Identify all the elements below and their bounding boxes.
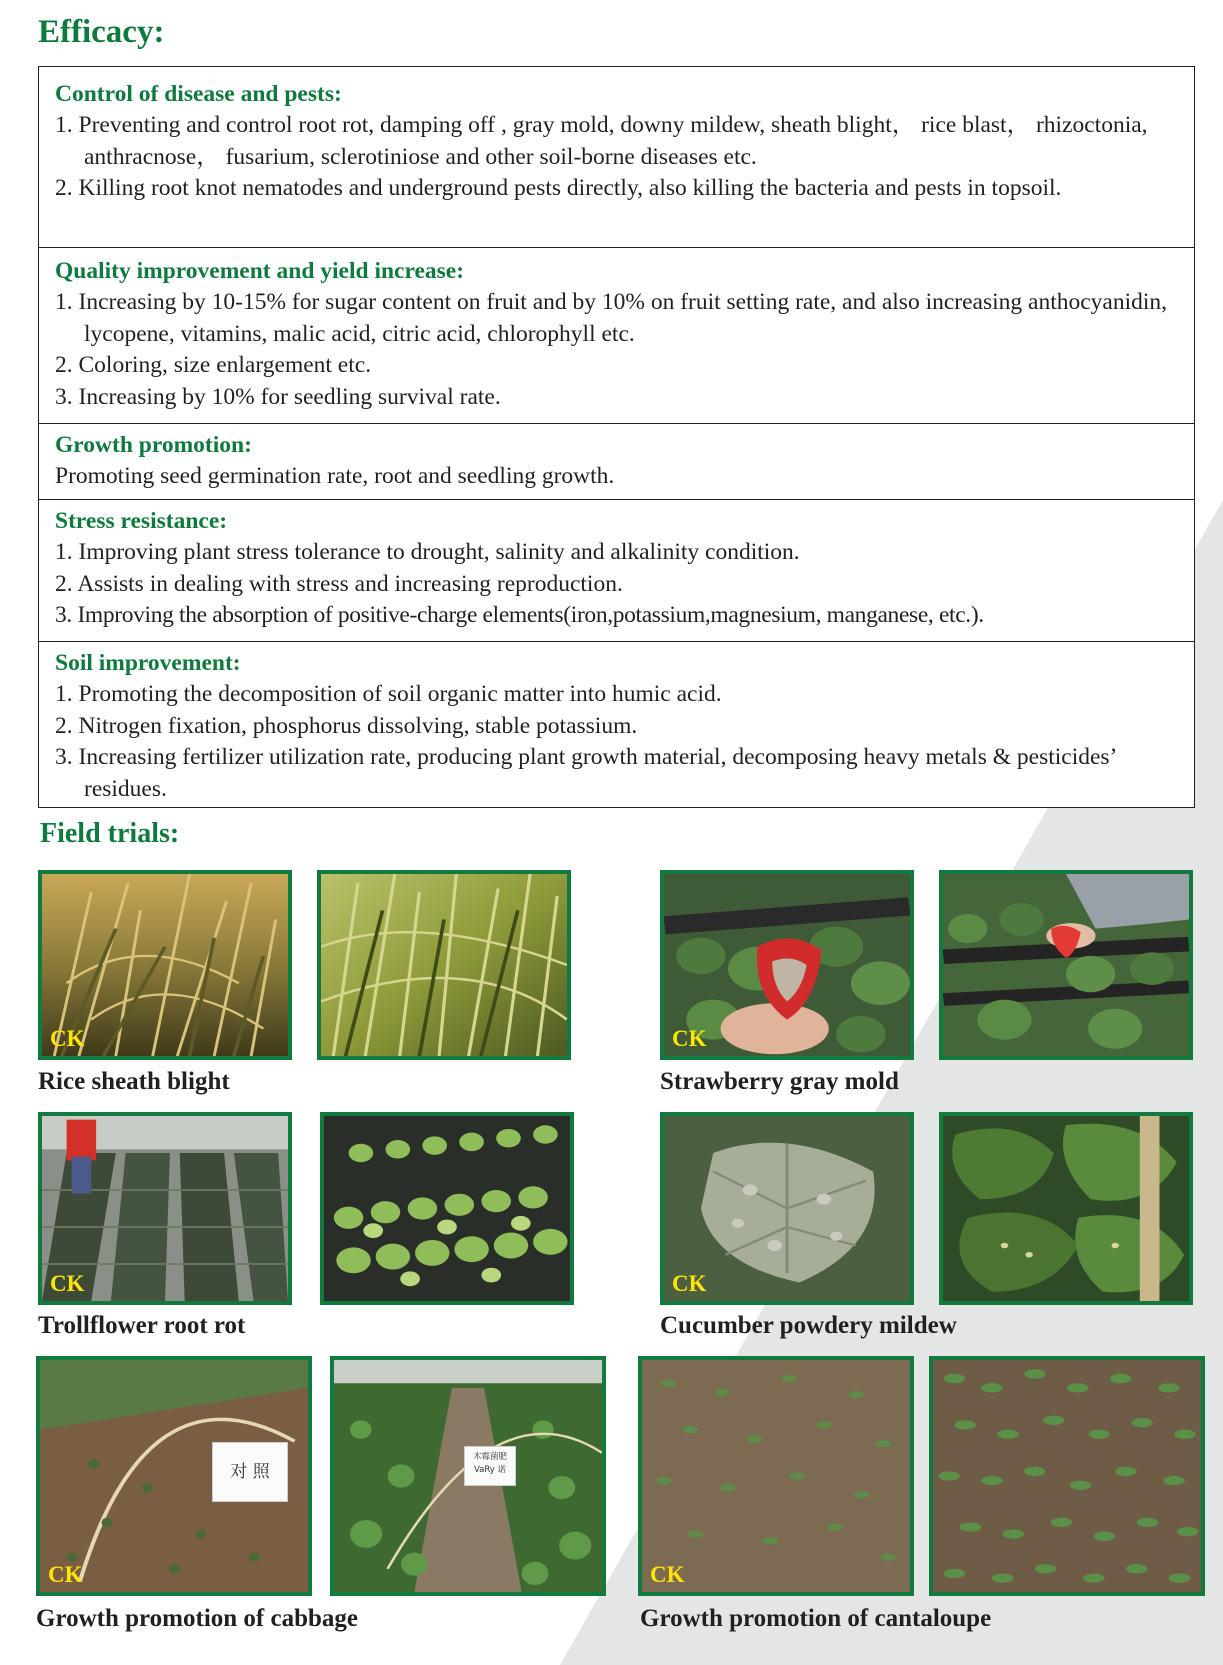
section-soil-improvement — [39, 641, 1194, 807]
trial-caption: Growth promotion of cantaloupe — [640, 1605, 992, 1632]
cantaloupe-treated-photo — [929, 1356, 1205, 1596]
cucumber-treated-photo — [939, 1112, 1193, 1305]
section-title: Control of disease and pests: — [55, 81, 342, 107]
section-title: Quality improvement and yield increase: — [55, 258, 465, 284]
ck-label: CK — [50, 1026, 85, 1051]
list-item: 1. Preventing and control root rot, damping off , gray mold, downy mildew, sheath blight， rice blast， rhizoctonia, anthracnose， fusarium, sclerotiniose and other soil-borne diseases etc. — [55, 112, 1148, 170]
list-item: 2. Killing root knot nematodes and underground pests directly, also killing the bacteria and pests in topsoil. — [55, 175, 1062, 201]
strawberry-ck-photo — [660, 870, 914, 1060]
section-disease-control — [39, 67, 1194, 247]
section-title: Stress resistance: — [55, 508, 228, 534]
ck-label: CK — [650, 1562, 685, 1587]
list-item: 3. Increasing fertilizer utilization rate, producing plant growth material, decomposing heavy metals & pesticides’ residues. — [55, 744, 1116, 802]
ck-label: CK — [672, 1026, 707, 1051]
list-item: 1. Improving plant stress tolerance to drought, salinity and alkalinity condition. — [55, 539, 800, 565]
section-stress-resistance — [39, 499, 1194, 641]
trial-caption: Cucumber powdery mildew — [660, 1312, 957, 1339]
section-quality-yield — [39, 247, 1194, 423]
list-item: 2. Nitrogen fixation, phosphorus dissolving, stable potassium. — [55, 712, 638, 739]
list-item: 1. Increasing by 10-15% for sugar content on fruit and by 10% on fruit setting rate, and also increasing anthocyanidin, lycopene, vitamins, malic acid, citric acid, chlorophyll etc. — [55, 289, 1168, 347]
list-item: 2. Coloring, size enlargement etc. — [55, 352, 372, 378]
strawberry-treated-photo — [939, 870, 1193, 1060]
cabbage-treated-photo — [330, 1356, 606, 1596]
treated-sign — [464, 1446, 516, 1486]
ck-label: CK — [50, 1271, 85, 1296]
efficacy-heading: Efficacy: — [38, 14, 165, 50]
trial-caption: Strawberry gray mold — [660, 1068, 899, 1095]
cantaloupe-ck-photo — [638, 1356, 914, 1596]
field-trials-heading: Field trials: — [40, 818, 180, 849]
list-item: Promoting seed germination rate, root and seedling growth. — [55, 463, 615, 489]
rice-treated-photo — [317, 870, 571, 1060]
treated-sign-line: 木霉菌肥 — [472, 1452, 507, 1462]
section-title: Soil improvement: — [55, 650, 241, 676]
treated-sign-line: VaRy 诺 — [473, 1465, 507, 1475]
cabbage-ck-photo — [36, 1356, 312, 1596]
cucumber-ck-photo — [660, 1112, 914, 1305]
list-item: 3. Increasing by 10% for seedling survival rate. — [55, 383, 501, 410]
trial-caption: Trollflower root rot — [38, 1312, 246, 1339]
efficacy-box — [38, 66, 1195, 808]
control-sign: 对 照 — [212, 1442, 288, 1502]
rice-ck-photo — [38, 870, 292, 1060]
trollflower-ck-photo — [38, 1112, 292, 1305]
list-item: 3. Improving the absorption of positive-charge elements(iron,potassium,magnesium, manganese, etc.). — [55, 602, 984, 628]
ck-label: CK — [672, 1271, 707, 1296]
ck-label: CK — [48, 1562, 83, 1587]
list-item: 2. Assists in dealing with stress and increasing reproduction. — [55, 570, 623, 597]
trial-caption: Growth promotion of cabbage — [36, 1605, 358, 1632]
list-item: 1. Promoting the decomposition of soil organic matter into humic acid. — [55, 681, 722, 707]
trial-caption: Rice sheath blight — [38, 1068, 230, 1095]
section-growth-promotion — [39, 423, 1194, 499]
trollflower-treated-photo — [320, 1112, 574, 1305]
section-title: Growth promotion: — [55, 432, 252, 458]
